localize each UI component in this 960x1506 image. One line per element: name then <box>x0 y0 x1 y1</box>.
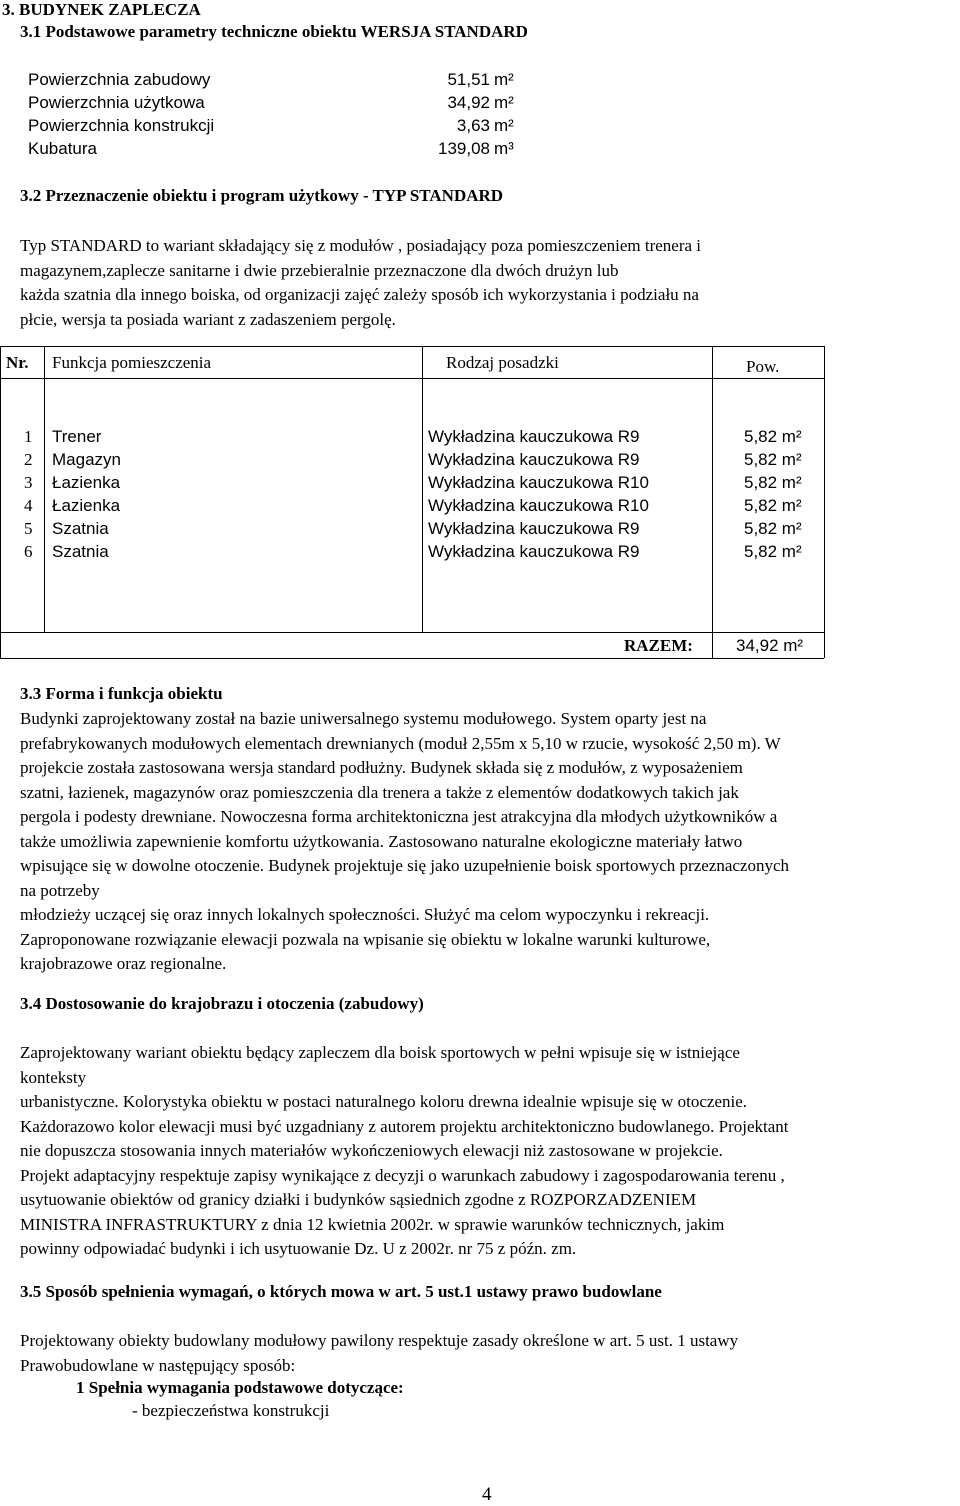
text-line: Zaprojektowany wariant obiektu będący zapleczem dla boisk sportowych w pełni wpisuje się w istniejące <box>20 1043 740 1062</box>
row-floor: Wykładzina kauczukowa R9 <box>428 427 640 446</box>
row-function: Łazienka <box>52 473 121 492</box>
param-label: Kubatura <box>28 139 97 158</box>
text-line: płcie, wersja ta posiada wariant z zadaszeniem pergolę. <box>20 309 396 329</box>
param-label: Powierzchnia użytkowa <box>28 93 205 112</box>
section-3-3-text <box>20 707 960 977</box>
row-area: 5,82 m² <box>744 496 802 515</box>
section-heading: 3. BUDYNEK ZAPLECZA <box>2 0 201 19</box>
table-header-nr: Nr. <box>6 353 29 372</box>
table-header-function: Funkcja pomieszczenia <box>52 353 212 372</box>
text-line: wpisujące się w dowolne otoczenie. Budynek projektuje się jako uzupełnienie boisk sportowych przeznaczonych <box>20 856 790 875</box>
param-unit: m³ <box>494 139 514 158</box>
row-area: 5,82 m² <box>744 542 802 561</box>
section-3-3-heading: 3.3 Forma i funkcja obiektu <box>20 684 223 703</box>
row-nr: 5 <box>24 519 33 538</box>
param-unit: m² <box>494 93 514 112</box>
text-line: usytuowanie obiektów od granicy działki i budynków sąsiednich zgodne z ROZPORZADZENIEM <box>20 1190 697 1209</box>
text-line: szatni, łazienek, magazynów oraz pomieszczenia dla trenera a także z elementów dodatkowych takich jak <box>20 782 739 802</box>
section-3-2-text <box>20 234 960 332</box>
section-3-1-heading: 3.1 Podstawowe parametry techniczne obiektu WERSJA STANDARD <box>20 22 528 41</box>
row-function: Trener <box>52 427 102 446</box>
row-floor: Wykładzina kauczukowa R9 <box>428 450 640 469</box>
param-value: 51,51 <box>447 70 490 89</box>
text-line: Typ STANDARD to wariant składający się z modułów , posiadający poza pomieszczeniem trenera i <box>20 236 702 255</box>
section-3-5-text <box>20 1329 960 1378</box>
text-line: Zaproponowane rozwiązanie elewacji pozwala na wpisanie się obiektu w lokalne warunki kulturowe, <box>20 929 711 949</box>
text-line: projekcie została zastosowana wersja standard podłużny. Budynek składa się z modułów, z wyposażeniem <box>20 758 743 777</box>
section-3-2-heading: 3.2 Przeznaczenie obiektu i program użytkowy - TYP STANDARD <box>20 186 504 205</box>
section-3-5-subheading: 1 Spełnia wymagania podstawowe dotyczące: <box>76 1378 404 1397</box>
param-value: 139,08 <box>438 139 490 158</box>
text-line: magazynem,zaplecze sanitarne i dwie przebieralnie przeznaczone dla dwóch drużyn lub <box>20 260 619 280</box>
table-header-floor: Rodzaj posadzki <box>446 353 559 372</box>
row-nr: 1 <box>24 427 33 446</box>
row-nr: 2 <box>24 450 33 469</box>
row-nr: 6 <box>24 542 33 561</box>
row-floor: Wykładzina kauczukowa R10 <box>428 496 649 515</box>
row-function: Szatnia <box>52 519 109 538</box>
row-area: 5,82 m² <box>744 473 802 492</box>
text-line: Projekt adaptacyjny respektuje zapisy wynikające z decyzji o warunkach zabudowy i zagospodarowania terenu , <box>20 1165 785 1185</box>
row-area: 5,82 m² <box>744 450 802 469</box>
page-number: 4 <box>482 1484 492 1505</box>
row-floor: Wykładzina kauczukowa R9 <box>428 519 640 538</box>
section-3-5-heading: 3.5 Sposób spełnienia wymagań, o których mowa w art. 5 ust.1 ustawy prawo budowlane <box>20 1282 662 1301</box>
text-line: każda szatnia dla innego boiska, od organizacji zajęć zależy sposób ich wykorzystania i podziału na <box>20 285 699 304</box>
row-area: 5,82 m² <box>744 519 802 538</box>
text-line: prefabrykowanych modułowych elementach drewnianych (moduł 2,55m x 5,10 w rzucie, wysokość 2,50 m). W <box>20 733 781 753</box>
row-nr: 3 <box>24 473 33 492</box>
param-unit: m² <box>494 116 514 135</box>
text-line: powinny odpowiadać budynki i ich usytuowanie Dz. U z 2002r. nr 75 z późn. zm. <box>20 1239 577 1258</box>
row-function: Magazyn <box>52 450 121 469</box>
text-line: Projektowany obiekty budowlany modułowy pawilony respektuje zasady określone w art. 5 ust. 1 ustawy <box>20 1331 739 1350</box>
text-line: pergola i podesty drewniane. Nowoczesna forma architektoniczna jest atrakcyjna dla młodych użytkowników a <box>20 807 778 826</box>
section-3-5-list-item: - bezpieczeństwa konstrukcji <box>132 1401 330 1420</box>
param-value: 3,63 <box>456 116 490 135</box>
text-line: Prawobudowlane w następujący sposób: <box>20 1355 296 1375</box>
row-nr: 4 <box>24 496 33 515</box>
param-label: Powierzchnia zabudowy <box>28 70 211 89</box>
row-function: Łazienka <box>52 496 121 515</box>
text-line: MINISTRA INFRASTRUKTURY z dnia 12 kwietnia 2002r. w sprawie warunków technicznych, jakim <box>20 1214 725 1234</box>
text-line: na potrzeby <box>20 880 100 900</box>
param-label: Powierzchnia konstrukcji <box>28 116 215 135</box>
text-line: Każdorazowo kolor elewacji musi być uzgadniany z autorem projektu architektoniczno budowlanego. Projektant <box>20 1116 789 1136</box>
table-header-area: Pow. <box>746 357 780 376</box>
text-line: nie dopuszcza stosowania innych materiałów wykończeniowych elewacji niż zastosowane w projekcie. <box>20 1141 723 1160</box>
text-line: urbanistyczne. Kolorystyka obiektu w postaci naturalnego koloru drewna idealnie wpisuje się w otoczenie. <box>20 1092 748 1111</box>
text-line: konteksty <box>20 1067 87 1087</box>
total-value: 34,92 m² <box>736 636 804 655</box>
total-label: RAZEM: <box>624 636 693 655</box>
text-line: także umożliwia zapewnienie komfortu użytkowania. Zastosowano naturalne ekologiczne materiały łatwo <box>20 831 743 851</box>
text-line: młodzieży uczącej się oraz innych lokalnych społeczności. Służyć ma celom wypoczynku i rekreacji. <box>20 905 710 924</box>
row-floor: Wykładzina kauczukowa R9 <box>428 542 640 561</box>
text-line: krajobrazowe oraz regionalne. <box>20 954 227 973</box>
section-3-4-text <box>20 1041 960 1262</box>
row-function: Szatnia <box>52 542 109 561</box>
text-line: Budynki zaprojektowany został na bazie uniwersalnego systemu modułowego. System oparty jest na <box>20 709 707 728</box>
row-floor: Wykładzina kauczukowa R10 <box>428 473 649 492</box>
param-value: 34,92 <box>447 93 490 112</box>
row-area: 5,82 m² <box>744 427 802 446</box>
param-unit: m² <box>494 70 514 89</box>
section-3-4-heading: 3.4 Dostosowanie do krajobrazu i otoczenia (zabudowy) <box>20 994 424 1013</box>
